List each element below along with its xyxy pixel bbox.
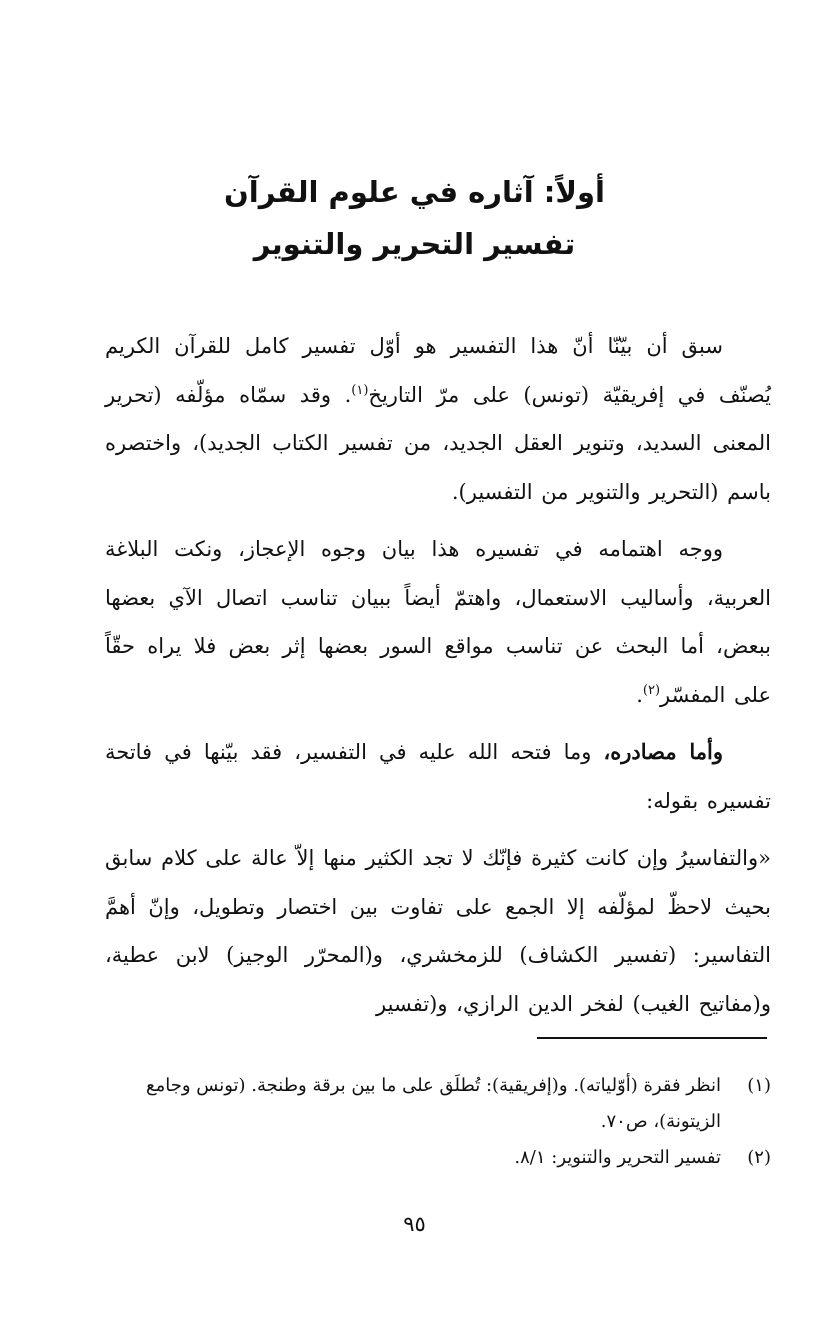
footnote-2-text: تفسير التحرير والتنوير: ٨/١. <box>514 1147 721 1168</box>
section-title: أولاً: آثاره في علوم القرآن <box>224 175 605 209</box>
paragraph-1-text-b: . وقد سمّاه مؤلّفه (تحرير المعنى السديد، وتنوير العقل الجديد، من تفسير الكتاب الجديد)، واختصره باسم (التحرير والتنوير من التفسير). <box>105 382 771 504</box>
footnote-separator <box>537 1037 767 1039</box>
footnote-ref-2: (٢) <box>642 682 661 698</box>
footnote-2-number: (٢) <box>747 1147 771 1168</box>
paragraph-2-text-b: . <box>636 682 643 707</box>
paragraph-3-bold-lead: وأما مصادره، <box>603 739 723 764</box>
paragraph-4-quote: «والتفاسيرُ وإن كانت كثيرة فإنّك لا تجد الكثير منها إلاّ عالة على كلام سابق بحيث لاحظّ لمؤلّفه إلا الجمع على تفاوت بين اختصار وتطويل، وإنّ أهمَّ التفاسير: (تفسير الكشاف) للزمخشري، و(المحرّر الوجيز) لابن عطية، و(مفاتيح الغيب) لفخر الدين الرازي، و(تفسير <box>105 846 771 1016</box>
paragraph-2 <box>105 525 771 719</box>
page-number: ٩٥ <box>403 1212 426 1236</box>
paragraph-3-text: وما فتحه الله عليه في التفسير، فقد بيّنها في فاتحة تفسيره بقوله: <box>105 740 771 813</box>
footnote-1-text: انظر فقرة (أوّلياته). و(إفريقية): تُطلَق على ما بين برقة وطنجة. (تونس وجامع الزيتونة)، ص٧٠. <box>146 1075 721 1132</box>
paragraph-3 <box>105 728 771 825</box>
section-subtitle: تفسير التحرير والتنوير <box>253 227 576 261</box>
paragraph-2-text-a: ووجه اهتمامه في تفسيره هذا بيان وجوه الإعجاز، ونكت البلاغة العربية، وأساليب الاستعمال، واهتمّ أيضاً ببيان تناسب اتصال الآي بعضها ببعض، أما البحث عن تناسب مواقع السور بعضها إثر بعض فلا يراه حقّاً على المفسّر <box>105 537 771 707</box>
footnote-1 <box>105 1068 771 1140</box>
footnote-1-number: (١) <box>747 1075 771 1096</box>
paragraph-1-text-a: سبق أن بيّنّا أنّ هذا التفسير هو أوّل تفسير كامل للقرآن الكريم يُصنّف في إفريقيّة (تونس) على مرّ التاريخ <box>105 334 771 407</box>
footnotes <box>105 1068 771 1176</box>
footnote-2 <box>105 1140 771 1176</box>
paragraph-1 <box>105 322 771 516</box>
heading-block <box>0 166 829 270</box>
footnote-ref-1: (١) <box>351 382 369 398</box>
body-text <box>105 322 771 1037</box>
